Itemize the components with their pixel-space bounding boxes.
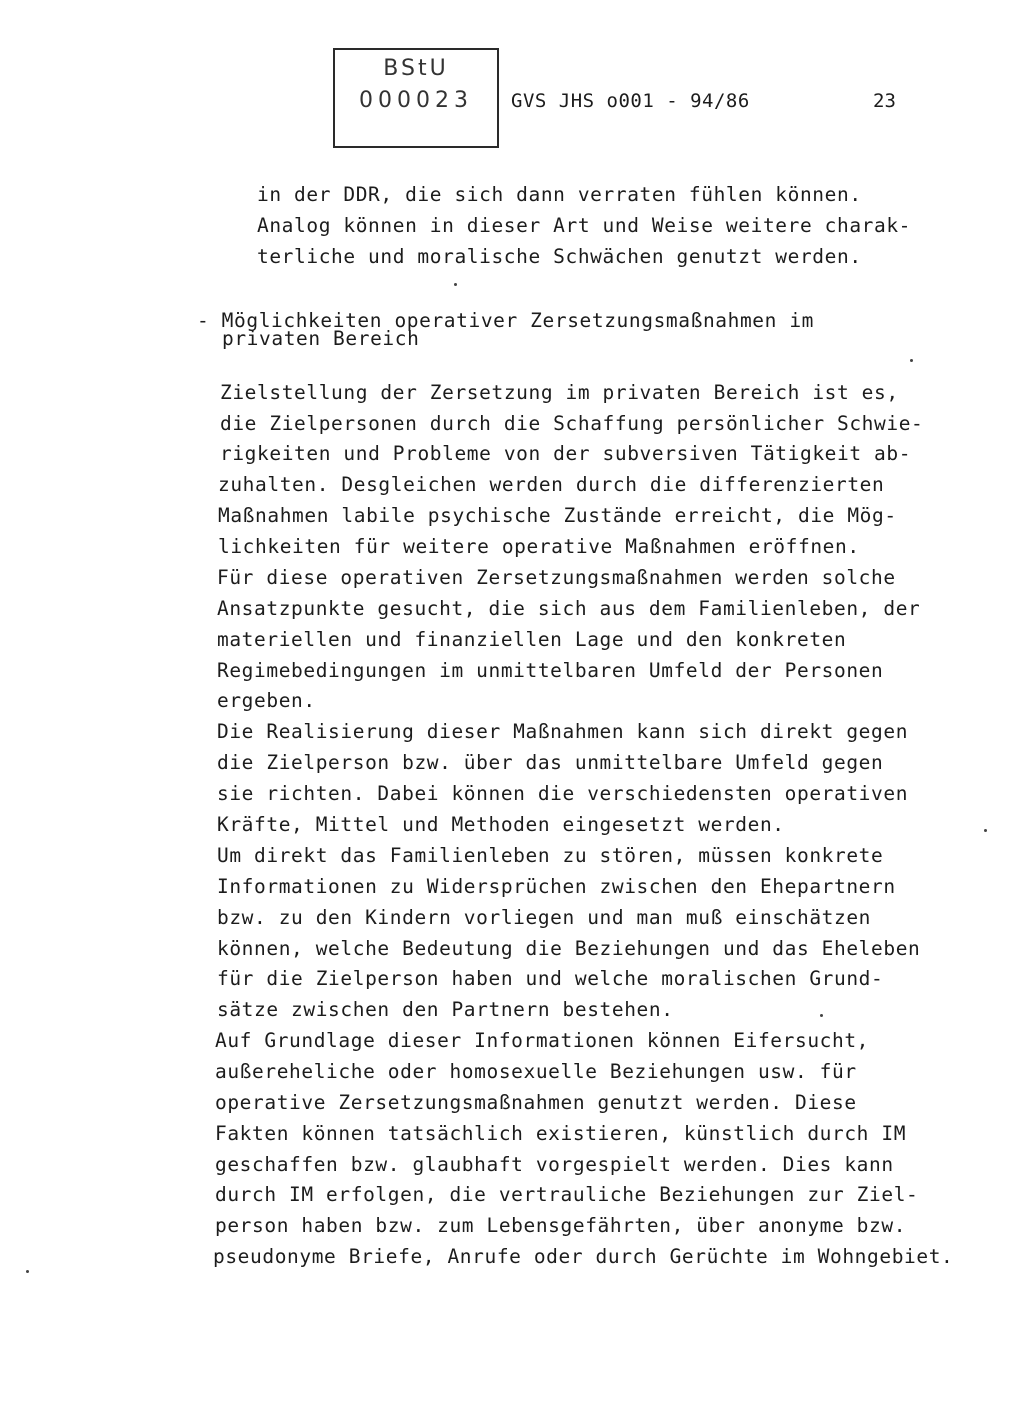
text-line: für die Zielperson haben und welche moralischen Grund-: [217, 967, 884, 990]
text-line: Zielstellung der Zersetzung im privaten Bereich ist es,: [220, 381, 899, 404]
text-line: sie richten. Dabei können die verschiedensten operativen: [217, 782, 909, 805]
stamp-line-2: 000023: [359, 88, 473, 113]
text-line: Für diese operativen Zersetzungsmaßnahmen werden solche: [217, 566, 896, 589]
archive-stamp: [333, 48, 499, 148]
text-line: Um direkt das Familienleben zu stören, müssen konkrete: [217, 844, 884, 867]
text-line: geschaffen bzw. glaubhaft vorgespielt werden. Dies kann: [215, 1153, 894, 1176]
text-line: können, welche Bedeutung die Beziehungen und das Eheleben: [217, 937, 921, 960]
text-line: Analog können in dieser Art und Weise weitere charak-: [257, 214, 912, 237]
scan-speck: [984, 829, 987, 832]
text-line: in der DDR, die sich dann verraten fühlen können.: [257, 183, 862, 206]
text-line: die Zielperson bzw. über das unmittelbare Umfeld gegen: [217, 751, 884, 774]
text-line: person haben bzw. zum Lebensgefährten, über anonyme bzw.: [215, 1214, 907, 1237]
section-heading-cont: privaten Bereich: [222, 327, 420, 350]
text-line: außereheliche oder homosexuelle Beziehungen usw. für: [215, 1060, 857, 1083]
text-line: Die Realisierung dieser Maßnahmen kann sich direkt gegen: [217, 720, 909, 743]
text-line: Auf Grundlage dieser Informationen können Eifersucht,: [215, 1029, 870, 1052]
text-line: rigkeiten und Probleme von der subversiven Tätigkeit ab-: [220, 442, 912, 465]
text-line: die Zielpersonen durch die Schaffung persönlicher Schwie-: [220, 412, 924, 435]
document-reference: GVS JHS o001 - 94/86: [511, 90, 750, 112]
page-number: 23: [873, 90, 896, 112]
text-line: durch IM erfolgen, die vertrauliche Beziehungen zur Ziel-: [215, 1183, 919, 1206]
text-line: bzw. zu den Kindern vorliegen und man muß einschätzen: [217, 906, 872, 929]
text-line: materiellen und finanziellen Lage und den konkreten: [217, 628, 847, 651]
text-line: operative Zersetzungsmaßnahmen genutzt werden. Diese: [215, 1091, 857, 1114]
text-line: sätze zwischen den Partnern bestehen.: [217, 998, 674, 1021]
text-line: zuhalten. Desgleichen werden durch die differenzierten: [218, 473, 885, 496]
scan-speck: [454, 283, 457, 286]
text-line: Maßnahmen labile psychische Zustände erreicht, die Mög-: [218, 504, 897, 527]
text-line: ergeben.: [217, 689, 316, 712]
scan-speck: [910, 359, 913, 362]
text-line: Informationen zu Widersprüchen zwischen den Ehepartnern: [217, 875, 896, 898]
section-heading: - Möglichkeiten operativer Zersetzungsmaßnahmen im: [197, 309, 814, 332]
text-line: terliche und moralische Schwächen genutzt werden.: [257, 245, 862, 268]
text-line: Regimebedingungen im unmittelbaren Umfeld der Personen: [217, 659, 884, 682]
scan-speck: [26, 1270, 29, 1273]
text-line: Ansatzpunkte gesucht, die sich aus dem Familienleben, der: [217, 597, 921, 620]
stamp-line-1: BStU: [383, 56, 449, 81]
text-line: lichkeiten für weitere operative Maßnahmen eröffnen.: [218, 535, 860, 558]
scan-speck: [820, 1014, 823, 1017]
text-line: pseudonyme Briefe, Anrufe oder durch Gerüchte im Wohngebiet.: [213, 1245, 954, 1268]
text-line: Kräfte, Mittel und Methoden eingesetzt werden.: [217, 813, 785, 836]
text-line: Fakten können tatsächlich existieren, künstlich durch IM: [215, 1122, 907, 1145]
